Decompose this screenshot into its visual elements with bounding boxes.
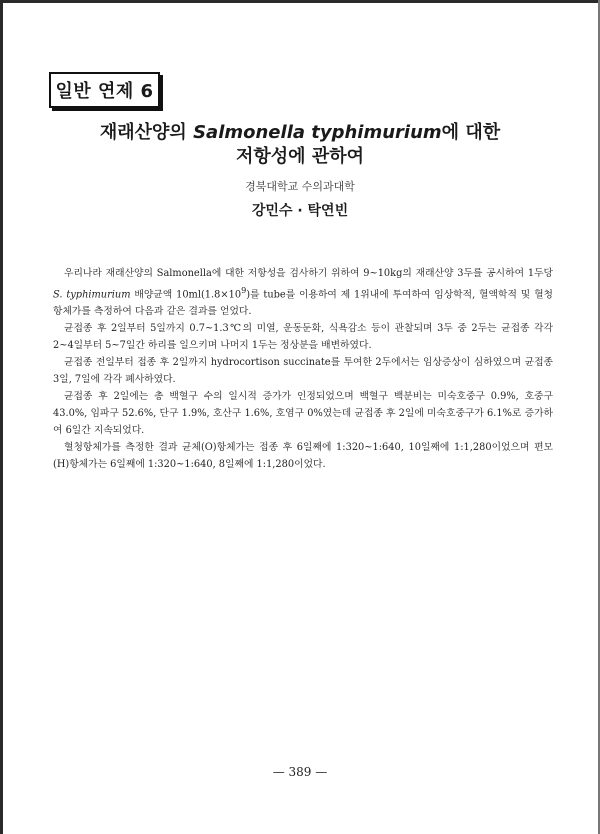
affiliation: 경북대학교 수의과대학 [245,180,355,193]
abstract-paragraph-1: 우리나라 재래산양의 Salmonella에 대한 저항성을 검사하기 위하여 9~10kg의 재래산양 3두를 공시하여 1두당 S. typhimurium 배양균액 $10ml(1.8\times 10^9)$를 tube를 이용하여 제 1위내에 투여하여 임상학적, 혈액학적 및 혈청항체가를 측정하여 다음과 같은 결과를 얻었다. [53,268,553,318]
abstract-paragraph-2: 균접종 후 2일부터 5일까지 0.7~1.3℃의 미열, 운동둔화, 식욕감소 등이 관찰되며 3두 중 2두는 균접종 각각 2~4일부터 5~7일간 하리를 일으키며 나머지 1두는 정상분을 배변하였다. [53,323,553,352]
title-suffix: 에 대한 [441,122,501,143]
title-species: Salmonella typhimurium [193,122,442,143]
page-edge-top [0,0,600,3]
paper-title-line2: 저항성에 관하여 [236,146,364,167]
abstract-paragraph-3: 균접종 전일부터 접종 후 2일까지 hydrocortison succinate를 투여한 2두에서는 임상증상이 심하였으며 균접종 3일, 7일에 각각 폐사하였다. [53,357,553,386]
abstract [53,265,553,473]
authors: 강민수 · 탁연빈 [251,203,349,219]
title-prefix: 재래산양의 [99,122,194,143]
paper-title-line1 [0,122,600,144]
species-name: S. typhimurium [53,289,131,301]
series-label: 일반 연제 6 [55,81,154,102]
abstract-paragraph-5: 혈청항체가를 측정한 결과 균체(O)항체가는 접종 후 6일째에 1:320~1:640, 10일째에 1:1,280이었으며 편모(H)항체가는 6일째에 1:320~1:640, 8일째에 1:1,280이었다. [53,442,553,471]
abstract-paragraph-4: 균접종 후 2일에는 총 백혈구 수의 일시적 증가가 인정되었으며 백혈구 백분비는 미숙호중구 0.9%, 호중구 43.0%, 임파구 52.6%, 단구 1.9%, 호산구 1.6%, 호염구 0%였는데 균접종 후 2일에 미숙호중구가 6.1%로 증가하여 6일간 지속되었다. [53,391,553,437]
page-number: — 389 — [272,765,328,779]
series-label-box [49,72,160,108]
